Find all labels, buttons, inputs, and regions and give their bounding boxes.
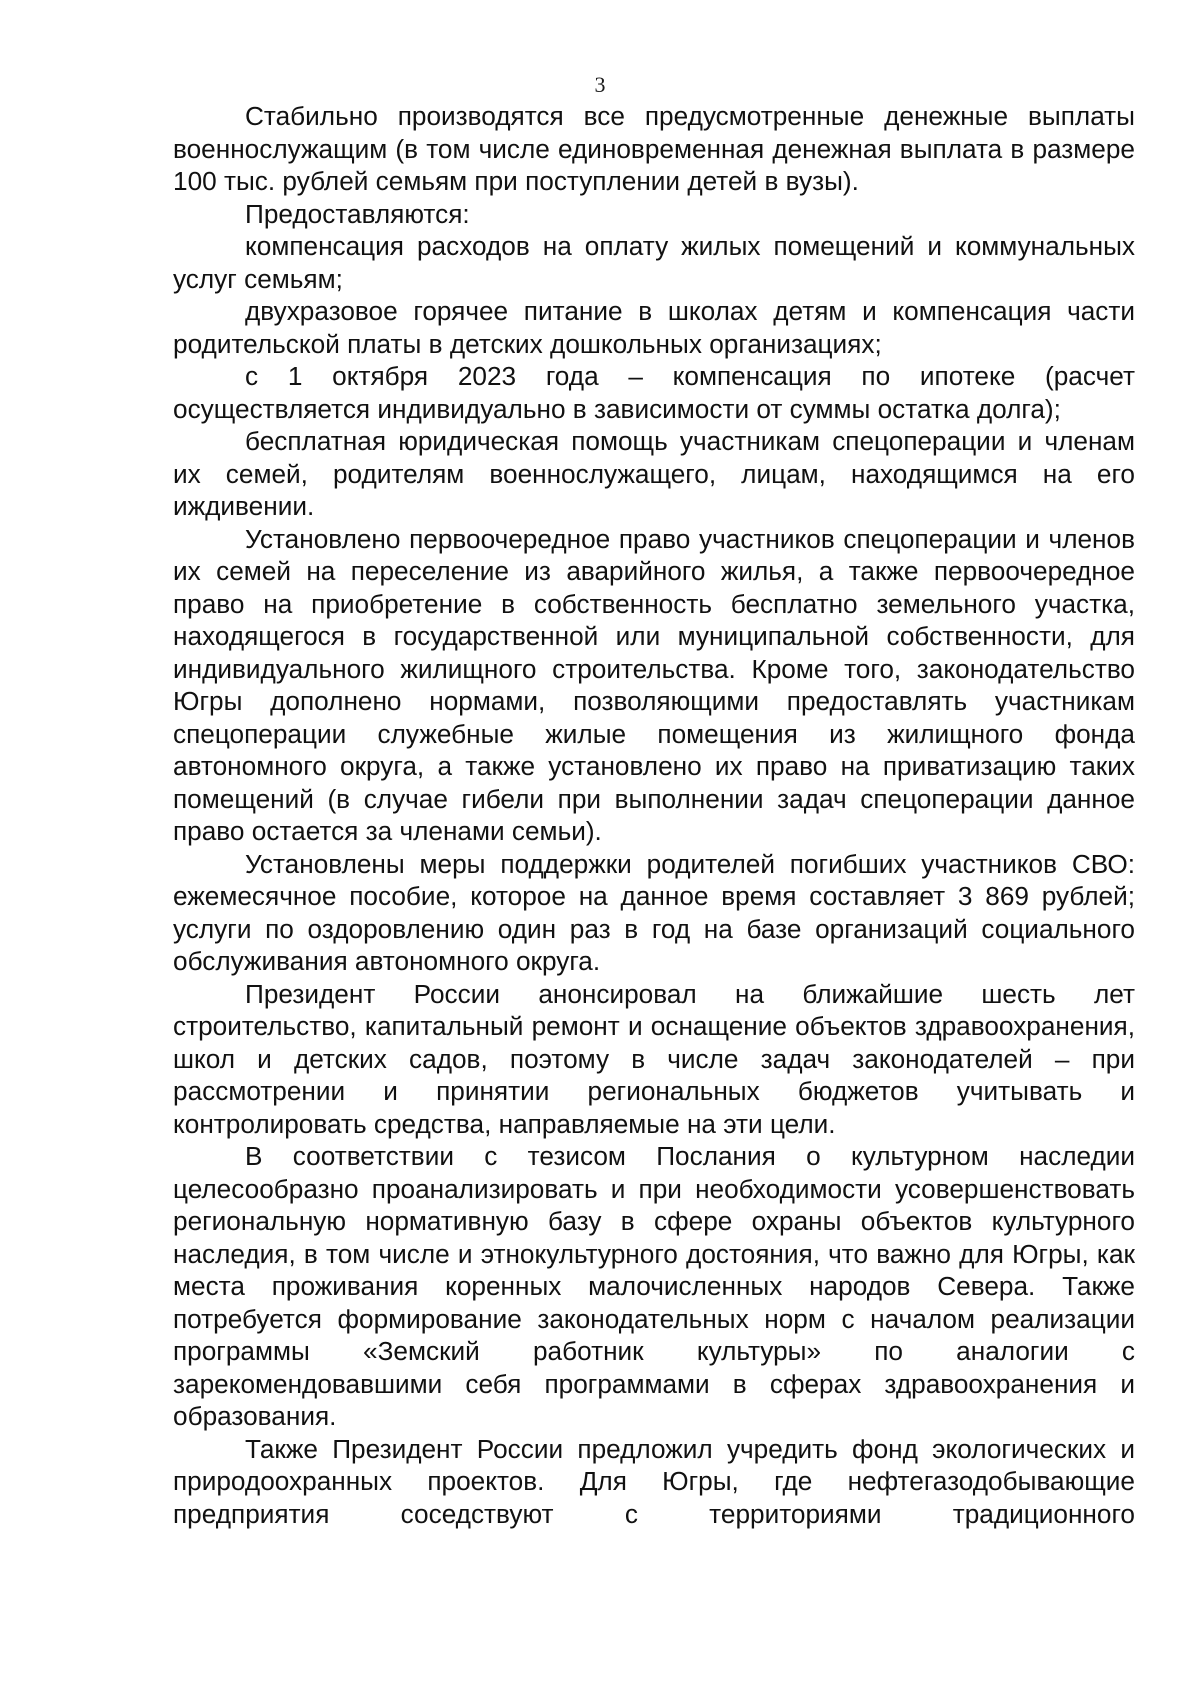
paragraph-mortgage: с 1 октября 2023 года – компенсация по ипотеке (расчет осуществляется индивидуально в зависимости от суммы остатка долга); <box>173 361 1135 424</box>
paragraph-legal-aid: бесплатная юридическая помощь участникам спецоперации и членам их семей, родителям военнослужащего, лицам, находящимся на его иждивении. <box>173 426 1135 521</box>
paragraph-housing-compensation: компенсация расходов на оплату жилых помещений и коммунальных услуг семьям; <box>173 231 1135 294</box>
paragraph-construction: Президент России анонсировал на ближайшие шесть лет строительство, капитальный ремонт и оснащение объектов здравоохранения, школ и детских садов, поэтому в числе задач законодателей – при рассмотрении и принятии региональных бюджетов учитывать и контролировать средства, направляемые на эти цели. <box>173 978 1135 1139</box>
page-number: 3 <box>594 72 606 97</box>
paragraph-school-meals: двухразовое горячее питание в школах детям и компенсация части родительской платы в детских дошкольных организациях; <box>173 296 1135 359</box>
paragraph-cultural-heritage: В соответствии с тезисом Послания о культурном наследии целесообразно проанализировать и при необходимости усовершенствовать региональную нормативную базу в сфере охраны объектов культурного наследия, в том числе и этнокультурного достояния, что важно для Югры, как места проживания коренных малочисленных народов Севера. Также потребуется формирование законодательных норм с началом реализации программы «Земский работник культуры» по аналогии с зарекомендовавшими себя программами в сферах здравоохранения и образования. <box>173 1141 1135 1431</box>
paragraph-parents-support: Установлены меры поддержки родителей погибших участников СВО: ежемесячное пособие, которое на данное время составляет 3 869 рублей; услуги по оздоровлению один раз в год на базе организаций социального обслуживания автономного округа. <box>173 848 1135 976</box>
paragraph-provided-heading: Предоставляются: <box>245 198 470 229</box>
paragraph-ecology-fund: Также Президент России предложил учредить фонд экологических и природоохранных проектов. Для Югры, где нефтегазодобывающие предприятия соседствуют с территориями традиционного <box>173 1433 1135 1529</box>
paragraph-payments: Стабильно производятся все предусмотренные денежные выплаты военнослужащим (в том числе единовременная денежная выплата в размере 100 тыс. рублей семьям при поступлении детей в вузы). <box>173 101 1135 196</box>
body-text <box>173 100 1135 1530</box>
paragraph-housing-rights: Установлено первоочередное право участников спецоперации и членов их семей на переселение из аварийного жилья, а также первоочередное право на приобретение в собственность бесплатно земельного участка, находящегося в государственной или муниципальной собственности, для индивидуального жилищного строительства. Кроме того, законодательство Югры дополнено нормами, позволяющими предоставлять участникам спецоперации служебные жилые помещения из жилищного фонда автономного округа, а также установлено их право на приватизацию таких помещений (в случае гибели при выполнении задач спецоперации данное право остается за членами семьи). <box>173 523 1135 846</box>
